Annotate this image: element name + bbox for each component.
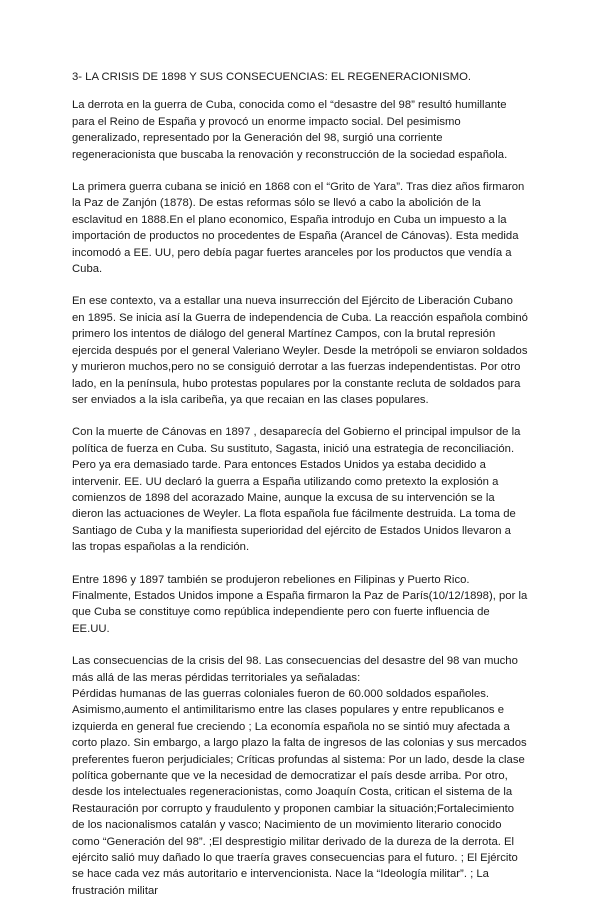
paragraph-us-intervention: Con la muerte de Cánovas en 1897 , desaparecía del Gobierno el principal impulsor de la política de fuerza en Cuba. Su sustituto, Sagasta, inició una estrategia de reconciliación. Pero ya era demasiado tarde. Para entonces Estados Unidos ya estaba decidido a intervenir. EE. UU declaró la guerra a España utilizando como pretexto la explosión a comienzos de 1898 del acorazado Maine, aunque la excusa de su intervención se la dieron las actuaciones de Weyler. La flota española fue fácilmente destruida. La toma de Santiago de Cuba y la manifiesta superioridad del ejército de Estados Unidos llevaron a las tropas españolas a la rendición.: [72, 426, 521, 554]
paragraph-independence-war: En ese contexto, va a estallar una nueva insurrección del Ejército de Liberación Cubano en 1895. Se inicia así la Guerra de independencia de Cuba. La reacción española combinó primero los intentos de diálogo del general Martínez Campos, con la brutal represión ejercida después por el general Valeriano Weyler. Desde la metrópoli se enviaron soldados y murieron muchos,pero no se consiguió derrotar a las fuerzas independentistas. Por otro lado, en la península, hubo protestas populares por la constante recluta de soldados para ser enviados a la isla caribeña, ya que recaian en las clases populares.: [72, 295, 528, 406]
paragraph-consequences-intro: Las consecuencias de la crisis del 98. Las consecuencias del desastre del 98 van mucho más allá de las meras pérdidas territoriales ya señaladas:: [72, 655, 518, 684]
document-title: 3- LA CRISIS DE 1898 Y SUS CONSECUENCIAS: EL REGENERACIONISMO.: [72, 71, 472, 83]
paragraph-first-war: La primera guerra cubana se inició en 1868 con el “Grito de Yara”. Tras diez años firmaron la Paz de Zanjón (1878). De estas reformas sólo se llevó a cabo la abolición de la esclavitud en 1888.En el plano economico, España introdujo en Cuba un impuesto a la importación de productos no procedentes de España (Arancel de Cánovas). Esta medida incomodó a EE. UU, pero debía pagar fuertes aranceles por los productos que vendía a Cuba.: [72, 181, 525, 276]
document-body: [72, 69, 528, 915]
paragraph-consequences-list: Pérdidas humanas de las guerras coloniales fueron de 60.000 soldados españoles. Asimismo,aumento el antimilitarismo entre las clases populares y entre republicanos e izquierda en general fue creciendo ; La economía española no se sintió muy afectada a corto plazo. Sin embargo, a largo plazo la falta de ingresos de las colonias y sus mercados preferentes fueron perjudiciales; Críticas profundas al sistema: Por un lado, desde la clase política gobernante que ve la necesidad de democratizar el país desde arriba. Por otro, desde los intelectuales regeneracionistas, como Joaquín Costa, critican el sistema de la Restauración por corrupto y fraudulento y proponen cambiar la situación;Fortalecimiento de los nacionalismos catalán y vasco; Nacimiento de un movimiento literario conocido como “Generación del 98”. ;El desprestigio militar derivado de la dureza de la derrota. El ejército salió muy dañado lo que traería graves consecuencias para el futuro. ; El Ejército se hace cada vez más autoritario e intervencionista. Nace la “Ideología militar”. ; La frustración militar: [72, 688, 527, 897]
paragraph-intro: La derrota en la guerra de Cuba, conocida como el “desastre del 98” resultó humillante para el Reino de España y provocó un enorme impacto social. Del pesimismo generalizado, representado por la Generación del 98, surgió una corriente regeneracionista que buscaba la renovación y reconstrucción de la sociedad española.: [72, 99, 508, 161]
paragraph-philippines-puerto-rico: Entre 1896 y 1897 también se produjeron rebeliones en Filipinas y Puerto Rico. Finalmente, Estados Unidos impone a España firmaron la Paz de París(10/12/1898), por la que Cuba se constituye como república independiente pero con fuerte influencia de EE.UU.: [72, 573, 528, 635]
